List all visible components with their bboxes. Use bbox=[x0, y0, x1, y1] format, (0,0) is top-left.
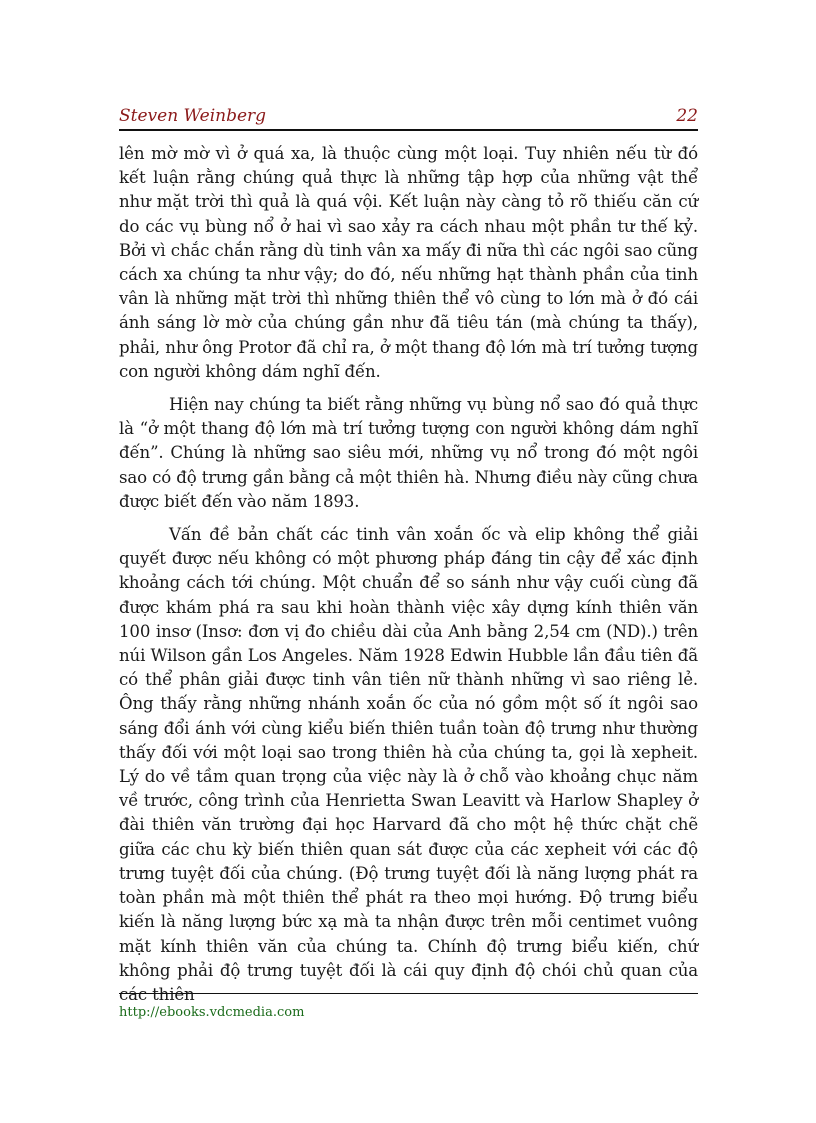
header-author: Steven Weinberg bbox=[119, 106, 267, 126]
paragraph: Vấn đề bản chất các tinh vân xoắn ốc và elip không thể giải quyết được nếu không có một phương pháp đáng tin cậy để xác định khoảng cách tới chúng. Một chuẩn để so sánh như vậy cuối cùng đã được khám phá ra sau khi hoàn thành việc xây dựng kính thiên văn 100 insơ (Insơ: đơn vị đo chiều dài của Anh bằng 2,54 cm (ND).) trên núi Wilson gần Los Angeles. Năm 1928 Edwin Hubble lần đầu tiên đã có thể phân giải được tinh vân tiên nữ thành những vì sao riêng lẻ. Ông thấy rằng những nhánh xoắn ốc của nó gồm một số ít ngôi sao sáng đổi ánh với cùng kiểu biến thiên tuần toàn độ trưng như thường thấy đối với một loại sao trong thiên hà của chúng ta, gọi là xepheit. Lý do về tầm quan trọng của việc này là ở chỗ vào khoảng chục năm về trước, công trình của Henrietta Swan Leavitt và Harlow Shapley ở đài thiên văn trường đại học Harvard đã cho một hệ thức chặt chẽ giữa các chu kỳ biến thiên quan sát được của các xepheit với các độ trưng tuyệt đối của chúng. (Độ trưng tuyệt đối là năng lượng phát ra toàn phần mà một thiên thể phát ra theo mọi hướng. Độ trưng biểu kiến là năng lượng bức xạ mà ta nhận được trên mỗi centimet vuông mặt kính thiên văn của chúng ta. Chính độ trưng biểu kiến, chứ không phải độ trưng tuyệt đối là cái quy định độ chói chủ quan của các thiên bbox=[119, 525, 698, 1004]
paragraph-continuation: lên mờ mờ vì ở quá xa, là thuộc cùng một loại. Tuy nhiên nếu từ đó kết luận rằng chúng quả thực là những tập hợp của những vật thể như mặt trời thì quả là quá vội. Kết luận này càng tỏ rõ thiếu căn cứ do các vụ bùng nổ ở hai vì sao xảy ra cách nhau một phần tư thế kỷ. Bởi vì chắc chắn rằng dù tinh vân xa mấy đi nữa thì các ngôi sao cũng cách xa chúng ta như vậy; do đó, nếu những hạt thành phần của tinh vân là những mặt trời thì những thiên thể vô cùng to lớn mà ở đó cái ánh sáng lờ mờ của chúng gần như đã tiêu tán (mà chúng ta thấy), phải, như ông Protor đã chỉ ra, ở một thang độ lớn mà trí tưởng tượng con người không dám nghĩ đến. bbox=[119, 144, 698, 381]
page-footer bbox=[119, 993, 698, 1020]
footer-link[interactable]: http://ebooks.vdcmedia.com bbox=[119, 1005, 305, 1020]
page-header bbox=[119, 104, 698, 131]
document-page bbox=[119, 0, 698, 1123]
body-text bbox=[119, 142, 698, 1016]
paragraph: Hiện nay chúng ta biết rằng những vụ bùng nổ sao đó quả thực là “ở một thang độ lớn mà trí tưởng tượng con người không dám nghĩ đến”. Chúng là những sao siêu mới, những vụ nổ trong đó một ngôi sao có độ trưng gần bằng cả một thiên hà. Nhưng điều này cũng chưa được biết đến vào năm 1893. bbox=[119, 395, 698, 511]
page-number: 22 bbox=[676, 106, 698, 126]
